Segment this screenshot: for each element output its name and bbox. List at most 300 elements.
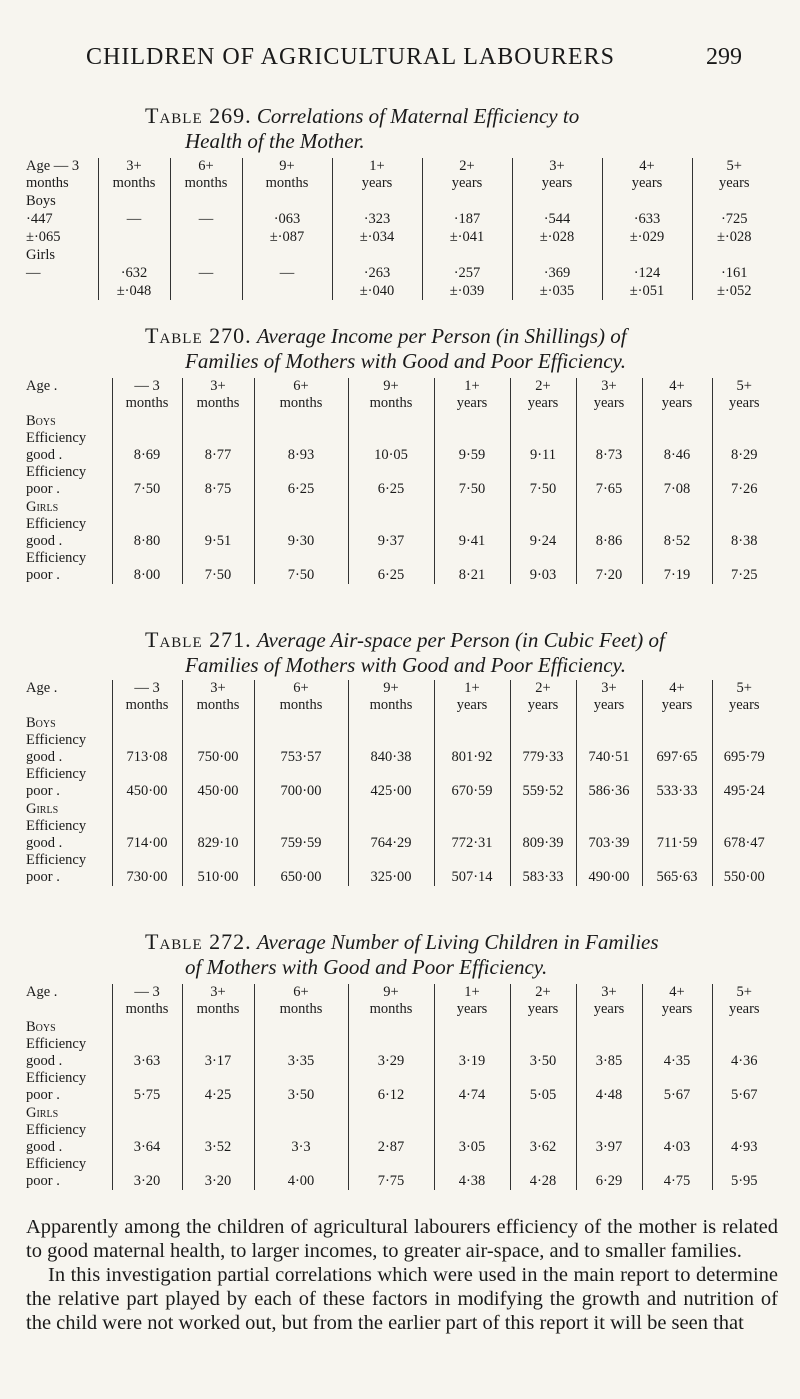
efficiency-label-row: [26, 516, 776, 532]
table-cell: [26, 282, 98, 300]
table-cell: 695·79: [712, 748, 776, 766]
table-cell: ±·048: [98, 282, 170, 300]
table-row: [26, 210, 776, 228]
empty-cell: [642, 1070, 712, 1086]
table-title: Average Number of Living Children in Families: [256, 930, 659, 954]
empty-cell: [712, 1122, 776, 1138]
row-label: good .: [26, 447, 63, 463]
table-row: [26, 868, 776, 886]
efficiency-label-row: [26, 1070, 776, 1086]
empty-cell: [576, 412, 642, 430]
table-269: [26, 158, 776, 300]
efficiency-label: Efficiency: [26, 818, 87, 834]
empty-cell: [112, 550, 182, 566]
empty-cell: [434, 1018, 510, 1036]
table-cell: ±·034: [332, 228, 422, 246]
empty-cell: [182, 766, 254, 782]
empty-cell: [170, 192, 242, 210]
empty-cell: [348, 498, 434, 516]
empty-cell: [348, 766, 434, 782]
group-row: [26, 1018, 776, 1036]
group-row: [26, 412, 776, 430]
empty-cell: [254, 1070, 348, 1086]
empty-cell: [348, 800, 434, 818]
col-header: 9+ months: [242, 158, 332, 192]
table-cell: 3·50: [510, 1052, 576, 1070]
empty-cell: [712, 1070, 776, 1086]
empty-cell: [182, 818, 254, 834]
empty-cell: [642, 852, 712, 868]
empty-cell: [642, 464, 712, 480]
empty-cell: [182, 1104, 254, 1122]
table-cell: 586·36: [576, 782, 642, 800]
empty-cell: [332, 246, 422, 264]
empty-cell: [348, 714, 434, 732]
table-cell: 7·50: [510, 480, 576, 498]
empty-cell: [112, 1122, 182, 1138]
empty-cell: [576, 1156, 642, 1172]
table-cell: 450·00: [182, 782, 254, 800]
table-cell: ±·051: [602, 282, 692, 300]
empty-cell: [348, 516, 434, 532]
empty-cell: [254, 464, 348, 480]
table-cell: 4·74: [434, 1086, 510, 1104]
empty-cell: [712, 800, 776, 818]
empty-cell: [112, 766, 182, 782]
table-cell: [242, 282, 332, 300]
col-header: 1+ years: [434, 680, 510, 714]
empty-cell: [510, 732, 576, 748]
col-header: 4+ years: [642, 378, 712, 412]
empty-cell: [112, 1156, 182, 1172]
row-label: poor .: [26, 1087, 60, 1103]
row-label: good .: [26, 835, 63, 851]
efficiency-label: Efficiency: [26, 1036, 87, 1052]
table-269-caption: [0, 103, 800, 154]
empty-cell: [642, 498, 712, 516]
group-label: Girls: [26, 247, 55, 263]
table-cell: 550·00: [712, 868, 776, 886]
empty-cell: [348, 1156, 434, 1172]
empty-cell: [576, 714, 642, 732]
empty-cell: [576, 1070, 642, 1086]
empty-cell: [254, 852, 348, 868]
table-cell: 7·50: [434, 480, 510, 498]
table-cell: 753·57: [254, 748, 348, 766]
table-cell: 3·17: [182, 1052, 254, 1070]
table-cell: 6·12: [348, 1086, 434, 1104]
empty-cell: [422, 246, 512, 264]
group-row: [26, 714, 776, 732]
header-row: [26, 378, 776, 412]
table-cell: 840·38: [348, 748, 434, 766]
empty-cell: [254, 550, 348, 566]
empty-cell: [434, 818, 510, 834]
empty-cell: [712, 550, 776, 566]
col-header: 4+ years: [642, 680, 712, 714]
table-cell: 8·21: [434, 566, 510, 584]
table-cell: 8·38: [712, 532, 776, 550]
empty-cell: [642, 1156, 712, 1172]
table-title-cont: Health of the Mother.: [185, 129, 365, 153]
efficiency-label: Efficiency: [26, 516, 87, 532]
empty-cell: [576, 1018, 642, 1036]
table-cell: 801·92: [434, 748, 510, 766]
table-cell: ±·039: [422, 282, 512, 300]
efficiency-label: Efficiency: [26, 852, 87, 868]
table-cell: 650·00: [254, 868, 348, 886]
table-cell: 8·73: [576, 446, 642, 464]
empty-cell: [510, 464, 576, 480]
table-cell: 450·00: [112, 782, 182, 800]
empty-cell: [510, 1104, 576, 1122]
table-271-caption: [0, 627, 800, 678]
efficiency-label-row: [26, 430, 776, 446]
table-cell: ±·028: [692, 228, 776, 246]
empty-cell: [576, 550, 642, 566]
table-label: Table 272.: [145, 929, 252, 954]
empty-cell: [182, 498, 254, 516]
empty-cell: [576, 430, 642, 446]
table-cell: 3·63: [112, 1052, 182, 1070]
table-272: [26, 984, 776, 1190]
col-header: 3+ months: [182, 378, 254, 412]
table-cell: 9·41: [434, 532, 510, 550]
table-row: [26, 782, 776, 800]
col-header: 3+ years: [576, 984, 642, 1018]
table-cell: [170, 282, 242, 300]
efficiency-label-row: [26, 550, 776, 566]
table-row: [26, 264, 776, 282]
efficiency-label: Efficiency: [26, 1070, 87, 1086]
empty-cell: [182, 550, 254, 566]
empty-cell: [510, 714, 576, 732]
empty-cell: [112, 732, 182, 748]
table-cell: 3·97: [576, 1138, 642, 1156]
table-cell: 5·67: [712, 1086, 776, 1104]
table-cell: ±·041: [422, 228, 512, 246]
empty-cell: [712, 412, 776, 430]
empty-cell: [434, 412, 510, 430]
table-cell: —: [170, 210, 242, 228]
table-cell: 4·03: [642, 1138, 712, 1156]
group-label: Girls: [26, 1105, 59, 1121]
efficiency-label-row: [26, 1156, 776, 1172]
table-cell: 2·87: [348, 1138, 434, 1156]
table-title-cont: Families of Mothers with Good and Poor Efficiency.: [185, 653, 626, 677]
empty-cell: [712, 852, 776, 868]
empty-cell: [712, 498, 776, 516]
table-cell: 9·37: [348, 532, 434, 550]
empty-cell: [712, 516, 776, 532]
col-header: 6+ months: [254, 984, 348, 1018]
row-label: poor .: [26, 481, 60, 497]
empty-cell: [642, 1036, 712, 1052]
table-cell: 4·75: [642, 1172, 712, 1190]
table-row: [26, 1138, 776, 1156]
empty-cell: [182, 1156, 254, 1172]
empty-cell: [712, 818, 776, 834]
empty-cell: [434, 1036, 510, 1052]
table-cell: ·263: [332, 264, 422, 282]
body-text: [26, 1215, 778, 1335]
table-cell: 714·00: [112, 834, 182, 852]
empty-cell: [182, 714, 254, 732]
table-row: [26, 228, 776, 246]
empty-cell: [576, 1036, 642, 1052]
table-cell: 3·20: [182, 1172, 254, 1190]
empty-cell: [182, 852, 254, 868]
empty-cell: [712, 1036, 776, 1052]
empty-cell: [422, 192, 512, 210]
col-header: 6+ months: [254, 680, 348, 714]
empty-cell: [182, 464, 254, 480]
col-header: 2+ years: [422, 158, 512, 192]
table-cell: 8·69: [112, 446, 182, 464]
table-cell: ±·040: [332, 282, 422, 300]
empty-cell: [510, 852, 576, 868]
table-cell: 6·25: [348, 480, 434, 498]
efficiency-label: Efficiency: [26, 1122, 87, 1138]
empty-cell: [112, 1104, 182, 1122]
empty-cell: [510, 766, 576, 782]
table-cell: 8·29: [712, 446, 776, 464]
paragraph: Apparently among the children of agricultural labourers efficiency of the mother is related to good maternal health, to larger incomes, to greater air-space, and to smaller families.: [26, 1216, 778, 1262]
efficiency-label: Efficiency: [26, 430, 87, 446]
empty-cell: [254, 498, 348, 516]
table-cell: ·124: [602, 264, 692, 282]
table-cell: 764·29: [348, 834, 434, 852]
table-cell: 9·59: [434, 446, 510, 464]
col-header: 3+ months: [182, 984, 254, 1018]
empty-cell: [112, 430, 182, 446]
empty-cell: [348, 818, 434, 834]
empty-cell: [642, 516, 712, 532]
empty-cell: [348, 1036, 434, 1052]
table-title: Average Income per Person (in Shillings) of: [256, 324, 627, 348]
table-cell: ±·052: [692, 282, 776, 300]
table-cell: 7·75: [348, 1172, 434, 1190]
group-row: [26, 800, 776, 818]
efficiency-label-row: [26, 1122, 776, 1138]
empty-cell: [576, 732, 642, 748]
empty-cell: [348, 464, 434, 480]
table-cell: 3·50: [254, 1086, 348, 1104]
table-cell: 9·11: [510, 446, 576, 464]
empty-cell: [332, 192, 422, 210]
table-cell: ·323: [332, 210, 422, 228]
table-cell: 4·25: [182, 1086, 254, 1104]
empty-cell: [642, 1122, 712, 1138]
table-cell: 8·00: [112, 566, 182, 584]
empty-cell: [510, 818, 576, 834]
table-label: Table 270.: [145, 323, 252, 348]
table-cell: 5·95: [712, 1172, 776, 1190]
table-cell: [98, 228, 170, 246]
col-header: 5+ years: [712, 680, 776, 714]
col-header: 9+ months: [348, 984, 434, 1018]
empty-cell: [602, 246, 692, 264]
group-label: Girls: [26, 801, 59, 817]
empty-cell: [434, 430, 510, 446]
table-cell: 772·31: [434, 834, 510, 852]
table-cell: 490·00: [576, 868, 642, 886]
efficiency-label-row: [26, 464, 776, 480]
empty-cell: [510, 1036, 576, 1052]
empty-cell: [642, 766, 712, 782]
group-label: Boys: [26, 413, 56, 429]
empty-cell: [434, 1070, 510, 1086]
empty-cell: [510, 800, 576, 818]
table-label: Table 269.: [145, 103, 252, 128]
paragraph: In this investigation partial correlations which were used in the main report to determine the relative part played by each of these factors in modifying the growth and nutrition of the child were not worked out, but from the earlier part of this report it will be seen that: [26, 1264, 778, 1334]
empty-cell: [512, 246, 602, 264]
empty-cell: [510, 1156, 576, 1172]
empty-cell: [510, 1122, 576, 1138]
empty-cell: [254, 766, 348, 782]
empty-cell: [434, 464, 510, 480]
empty-cell: [510, 550, 576, 566]
col-header: 2+ years: [510, 680, 576, 714]
table-cell: 8·75: [182, 480, 254, 498]
empty-cell: [242, 246, 332, 264]
empty-cell: [642, 1104, 712, 1122]
row-label: good .: [26, 1053, 63, 1069]
empty-cell: [642, 1018, 712, 1036]
empty-cell: [348, 852, 434, 868]
table-cell: 750·00: [182, 748, 254, 766]
empty-cell: [576, 852, 642, 868]
table-cell: 6·29: [576, 1172, 642, 1190]
row-label: poor .: [26, 783, 60, 799]
table-cell: 9·24: [510, 532, 576, 550]
table-cell: 5·75: [112, 1086, 182, 1104]
empty-cell: [642, 732, 712, 748]
table-cell: 779·33: [510, 748, 576, 766]
row-label: poor .: [26, 869, 60, 885]
empty-cell: [348, 1018, 434, 1036]
table-row: [26, 1086, 776, 1104]
table-cell: ±·065: [26, 229, 61, 245]
empty-cell: [112, 852, 182, 868]
table-cell: 3·05: [434, 1138, 510, 1156]
col-header: 4+ years: [642, 984, 712, 1018]
table-cell: 7·50: [112, 480, 182, 498]
empty-cell: [712, 464, 776, 480]
empty-cell: [254, 430, 348, 446]
table-cell: 8·52: [642, 532, 712, 550]
empty-cell: [576, 464, 642, 480]
empty-cell: [712, 1156, 776, 1172]
empty-cell: [170, 246, 242, 264]
empty-cell: [348, 1070, 434, 1086]
table-cell: 4·38: [434, 1172, 510, 1190]
table-cell: —: [242, 264, 332, 282]
table-cell: 559·52: [510, 782, 576, 800]
empty-cell: [434, 1122, 510, 1138]
col-header: 2+ years: [510, 984, 576, 1018]
empty-cell: [434, 498, 510, 516]
efficiency-label-row: [26, 1036, 776, 1052]
empty-cell: [348, 430, 434, 446]
table-cell: 740·51: [576, 748, 642, 766]
col-header: 9+ months: [348, 680, 434, 714]
table-cell: 829·10: [182, 834, 254, 852]
running-head: [48, 44, 752, 74]
empty-cell: [510, 516, 576, 532]
table-row: [26, 282, 776, 300]
group-row: [26, 1104, 776, 1122]
empty-cell: [712, 766, 776, 782]
table-cell: 4·00: [254, 1172, 348, 1190]
empty-cell: [434, 1156, 510, 1172]
table-cell: 425·00: [348, 782, 434, 800]
table-cell: 7·65: [576, 480, 642, 498]
empty-cell: [434, 800, 510, 818]
table-cell: ±·035: [512, 282, 602, 300]
table-cell: ·633: [602, 210, 692, 228]
col-header: 1+ years: [434, 378, 510, 412]
table-cell: 583·33: [510, 868, 576, 886]
table-cell: ·632: [98, 264, 170, 282]
empty-cell: [576, 1122, 642, 1138]
table-cell: 325·00: [348, 868, 434, 886]
empty-cell: [112, 1018, 182, 1036]
table-cell: 3·64: [112, 1138, 182, 1156]
empty-cell: [98, 246, 170, 264]
table-title-cont: of Mothers with Good and Poor Efficiency.: [185, 955, 548, 979]
empty-cell: [254, 1018, 348, 1036]
empty-cell: [254, 412, 348, 430]
col-header: 4+ years: [602, 158, 692, 192]
table-cell: ±·028: [512, 228, 602, 246]
group-row: [26, 498, 776, 516]
empty-cell: [510, 498, 576, 516]
empty-cell: [510, 430, 576, 446]
empty-cell: [434, 714, 510, 732]
table-title-cont: Families of Mothers with Good and Poor Efficiency.: [185, 349, 626, 373]
empty-cell: [254, 1104, 348, 1122]
empty-cell: [712, 732, 776, 748]
empty-cell: [434, 516, 510, 532]
table-cell: 8·80: [112, 532, 182, 550]
table-cell: 4·28: [510, 1172, 576, 1190]
table-cell: 9·30: [254, 532, 348, 550]
empty-cell: [576, 498, 642, 516]
table-cell: 4·35: [642, 1052, 712, 1070]
empty-cell: [348, 412, 434, 430]
table-title: Correlations of Maternal Efficiency to: [256, 104, 580, 128]
col-header: 3+ months: [182, 680, 254, 714]
empty-cell: [692, 246, 776, 264]
table-cell: ·544: [512, 210, 602, 228]
efficiency-label-row: [26, 818, 776, 834]
table-cell: 7·20: [576, 566, 642, 584]
empty-cell: [182, 800, 254, 818]
col-header: — 3 months: [112, 680, 182, 714]
empty-cell: [512, 192, 602, 210]
table-cell: 495·24: [712, 782, 776, 800]
table-cell: 3·29: [348, 1052, 434, 1070]
efficiency-label-row: [26, 766, 776, 782]
empty-cell: [348, 550, 434, 566]
group-label: Boys: [26, 1019, 56, 1035]
table-label: Table 271.: [145, 627, 252, 652]
table-cell: 7·50: [254, 566, 348, 584]
empty-cell: [576, 516, 642, 532]
group-label: Girls: [26, 499, 59, 515]
empty-cell: [254, 732, 348, 748]
